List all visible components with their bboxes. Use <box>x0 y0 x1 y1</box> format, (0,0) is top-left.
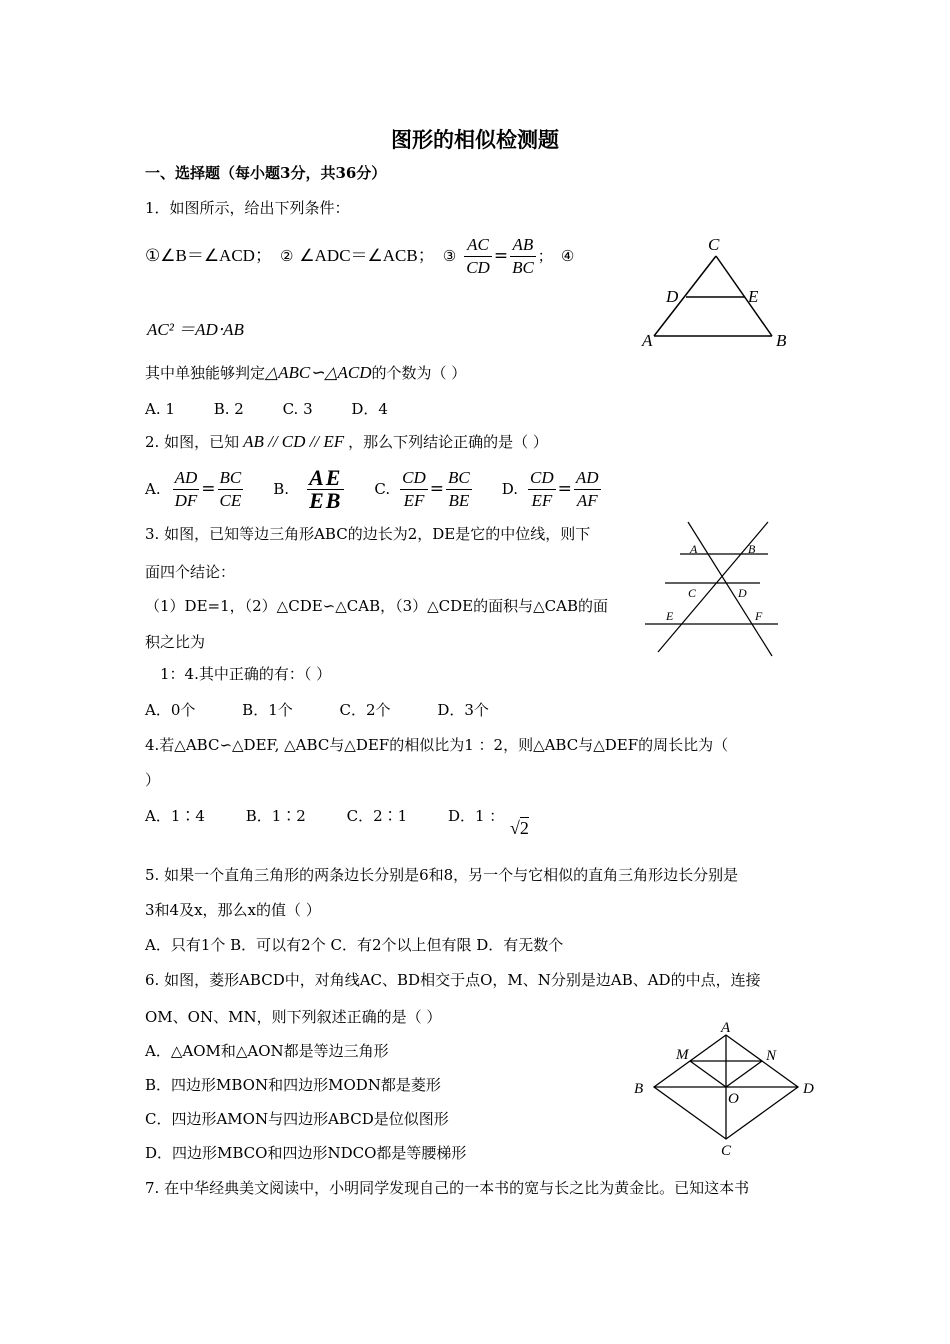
q6-option-c: C．四边形AMON与四边形ABCD是位似图形 <box>145 1110 449 1128</box>
svg-text:A: A <box>690 542 698 556</box>
q2-stem: 2. 如图，已知 AB // CD // EF ，那么下列结论正确的是（ ） <box>145 432 548 451</box>
q1-fraction-ab-bc: $\frac{AB}{BC}$ <box>512 234 534 277</box>
q2-option-a-fraction: $\frac{BC}{CE}$ <box>219 467 242 510</box>
figure-label: E <box>748 287 759 306</box>
figure-label: C <box>708 235 720 254</box>
q2-option-c-label: C. <box>374 480 391 498</box>
q1-condition-3-mark: ③ <box>442 247 457 265</box>
q7-line: 7. 在中华经典美文阅读中，小明同学发现自己的一本书的宽与长之比为黄金比。已知这本书 <box>145 1179 750 1197</box>
q1-condition-1: ①∠B＝∠ACD； <box>145 246 272 265</box>
q1-option: C. 3 <box>282 400 313 418</box>
svg-text:B: B <box>748 542 756 556</box>
q3-line: 1：4.其中正确的有：（ ） <box>160 665 332 683</box>
q2-option-a-fraction: $\frac{AD}{DF}$ <box>174 467 198 510</box>
q6-line: 6. 如图，菱形ABCD中，对角线AC、BD相交于点O，M、N分别是边AB、AD的中点，连接 <box>145 971 761 989</box>
q4-option: B．1∶2 <box>245 807 306 825</box>
q5-options: A．只有1个 B．可以有2个 C．有2个以上但有限 D．有无数个 <box>145 936 564 954</box>
q1-condition-4-mark: ④ <box>560 247 575 265</box>
q3-line: 面四个结论： <box>145 563 236 581</box>
q1-condition-4: AC² ＝AD⋅AB <box>147 320 244 339</box>
q2-parallel-lines-figure <box>640 520 785 660</box>
q3-options <box>145 700 489 720</box>
q2-option-d-label: D. <box>501 480 519 498</box>
q4-line: ） <box>145 771 161 789</box>
q1-option: D．4 <box>351 400 388 418</box>
q2-option-c-fraction: $\frac{CD}{EF}$ <box>402 467 426 510</box>
svg-text:C: C <box>721 1143 732 1159</box>
q3-line: 3. 如图，已知等边三角形ABC的边长为2，DE是它的中位线，则下 <box>145 525 591 543</box>
svg-text:A: A <box>721 1020 731 1036</box>
figure-label: D <box>666 287 679 306</box>
q2-option-b-label: B. <box>273 480 290 498</box>
q4-line: 4.若△ABC∽△DEF, △ABC与△DEF的相似比为1 ：2，则△ABC与△DEF的周长比为（ <box>145 736 729 754</box>
q6-rhombus-figure <box>628 1015 823 1160</box>
q4-sqrt: √2 <box>510 818 529 838</box>
q5-line: 3和4及x，那么x的值（ ） <box>145 901 321 919</box>
q3-option: D．3个 <box>437 701 489 719</box>
q2-option-d-fraction: $\frac{CD}{EF}$ <box>530 467 554 510</box>
q2-option-b-fraction: $\frac{AE}{EB}$ <box>309 464 343 513</box>
q4-option: A．1∶4 <box>145 807 205 825</box>
q1-stem: 1．如图所示，给出下列条件： <box>145 199 350 217</box>
q1-conditions: ①∠B＝∠ACD； ② ∠ADC＝∠ACB； ③ $\frac{AC}{CD}$ = $\frac{AB}{BC}$ ； ④ <box>145 234 575 277</box>
q3-option: C．2个 <box>339 701 391 719</box>
q2-option-c-fraction: $\frac{BC}{BE}$ <box>448 467 470 510</box>
section-heading: 一、选择题（每小题3分，共36分） <box>145 164 387 182</box>
svg-text:D: D <box>738 586 747 600</box>
q4-options <box>145 806 504 826</box>
q1-option: A. 1 <box>145 400 175 418</box>
svg-text:E: E <box>666 609 674 623</box>
svg-text:M: M <box>676 1047 689 1063</box>
q3-line: （1）DE=1，（2）△CDE∽△CAB，（3）△CDE的面积与△CAB的面 <box>145 597 609 615</box>
q1-options <box>145 399 388 419</box>
svg-text:D: D <box>803 1081 814 1097</box>
q2-options: A. $\frac{AD}{DF}$ = $\frac{BC}{CE}$ B. $\frac{AE}{EB}$ C. $\frac{CD}{EF}$ = $\frac{BC}{BE}$ D. $\frac{CD}{EF}$ = $\frac{AD}{AF}$ <box>145 464 599 513</box>
svg-text:N: N <box>766 1048 777 1064</box>
q1-condition-2: ∠ADC＝∠ACB； <box>299 246 435 265</box>
svg-text:C: C <box>688 586 697 600</box>
q4-option: D．1 ： <box>447 807 505 825</box>
figure-label: A <box>642 331 653 350</box>
q4-option: C．2∶1 <box>346 807 408 825</box>
q6-option-d: D．四边形MBCO和四边形NDCO都是等腰梯形 <box>145 1144 467 1162</box>
figure-label: B <box>776 331 787 350</box>
svg-text:F: F <box>755 609 763 623</box>
q2-option-a-label: A. <box>145 480 161 498</box>
q6-option-a: A．△AOM和△AON都是等边三角形 <box>145 1042 389 1060</box>
q3-option: A．0个 <box>145 701 196 719</box>
q5-line: 5. 如果一个直角三角形的两条边长分别是6和8，另一个与它相似的直角三角形边长分别是 <box>145 866 739 884</box>
page-title: 图形的相似检测题 <box>391 127 559 152</box>
q1-judge: 其中单独能够判定△ABC∽△ACD的个数为（ ） <box>145 363 467 382</box>
q2-option-d-fraction: $\frac{AD}{AF}$ <box>575 467 599 510</box>
svg-text:O: O <box>728 1091 739 1107</box>
svg-text:B: B <box>634 1081 644 1097</box>
q1-condition-2-mark: ② <box>279 247 294 265</box>
q1-fraction-ac-cd: $\frac{AC}{CD}$ <box>466 234 490 277</box>
q6-line: OM、ON、MN，则下列叙述正确的是（ ） <box>145 1008 442 1026</box>
q3-option: B．1个 <box>242 701 293 719</box>
q6-option-b: B．四边形MBON和四边形MODN都是菱形 <box>145 1076 441 1094</box>
q1-option: B. 2 <box>213 400 244 418</box>
q1-triangle-figure <box>630 228 805 358</box>
q3-line: 积之比为 <box>145 633 206 651</box>
